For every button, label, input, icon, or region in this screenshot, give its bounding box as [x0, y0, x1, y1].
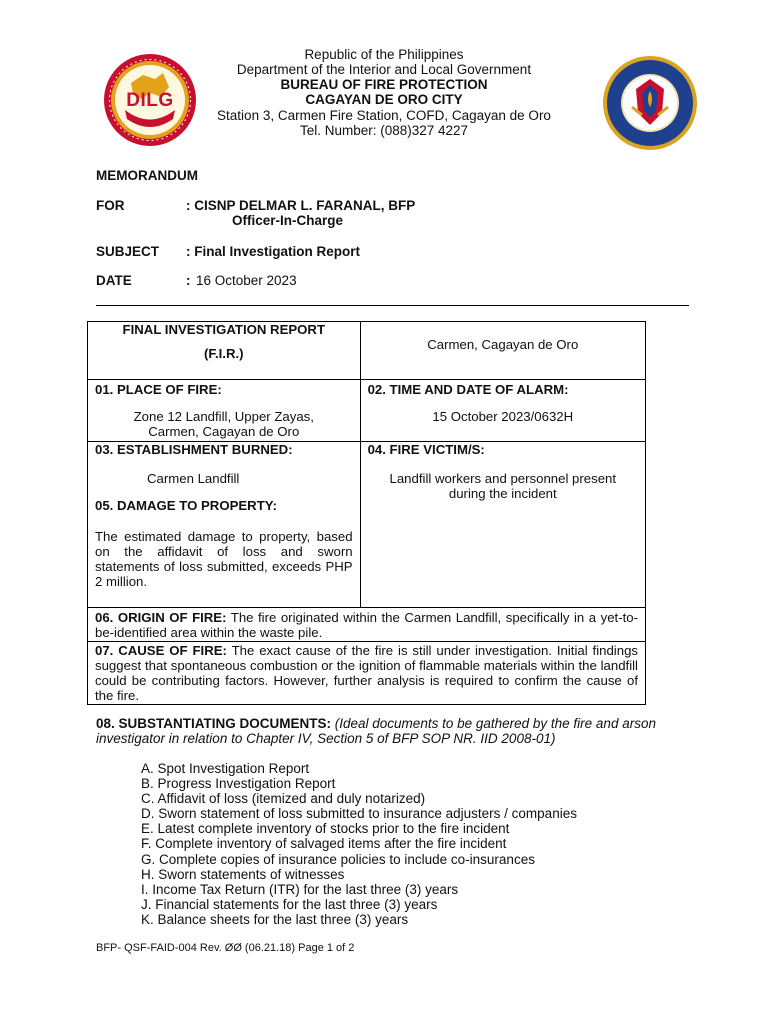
list-item: D. Sworn statement of loss submitted to insurance adjusters / companies — [141, 806, 577, 822]
header-city: CAGAYAN DE ORO CITY — [305, 92, 463, 107]
fir-title-cell — [88, 322, 361, 380]
page-footer: BFP- QSF-FAID-004 Rev. ØØ (06.21.18) Page 1 of 2 — [96, 942, 355, 954]
header-divider — [96, 305, 689, 306]
damage-value: The estimated damage to property, based on the affidavit of loss and sworn statements of loss submitted, exceeds PHP 2 million. — [95, 529, 353, 589]
origin-label: 06. ORIGIN OF FIRE: — [95, 610, 227, 625]
list-item: B. Progress Investigation Report — [141, 776, 336, 792]
damage-label: 05. DAMAGE TO PROPERTY: — [95, 498, 277, 513]
memo-for-position: Officer-In-Charge — [232, 213, 344, 228]
fir-location-cell — [360, 322, 645, 380]
memo-subject-value: : Final Investigation Report — [186, 244, 361, 259]
cause-cell — [88, 642, 646, 705]
alarm-value: 15 October 2023/0632H — [432, 409, 574, 424]
fir-location: Carmen, Cagayan de Oro — [427, 337, 579, 352]
victim-cell — [360, 442, 645, 608]
fir-title: FINAL INVESTIGATION REPORT — [122, 322, 326, 337]
place-of-fire-cell — [88, 380, 361, 442]
list-item: E. Latest complete inventory of stocks prior to the fire incident — [141, 821, 510, 837]
memo-for-value: : CISNP DELMAR L. FARANAL, BFP — [186, 198, 416, 213]
memo-for-label: FOR — [96, 198, 125, 213]
cause-value: The exact cause of the fire is still under investigation. Initial findings suggest that spontaneous combustion or the ignition of flammable materials within the landfill could be contributing factors. However, further analysis is required to confirm the cause of the fire. — [95, 643, 638, 703]
list-item: G. Complete copies of insurance policies to include co-insurances — [141, 851, 535, 867]
list-item: C. Affidavit of loss (itemized and duly notarized) — [141, 791, 426, 807]
list-item: A. Spot Investigation Report — [141, 761, 310, 776]
list-item: J. Financial statements for the last three (3) years — [141, 896, 438, 912]
dilg-logo-text: DILG — [126, 90, 174, 111]
place-of-fire-line1: Zone 12 Landfill, Upper Zayas, — [133, 409, 314, 424]
establishment-cell — [88, 442, 361, 608]
place-of-fire-label: 01. PLACE OF FIRE: — [95, 382, 222, 397]
documents-note: (Ideal documents to be gathered by the fire and arson investigator in relation to Chapter IV, Section 5 of BFP SOP NR. IID 2008-01) — [96, 716, 656, 746]
place-of-fire-line2: Carmen, Cagayan de Oro — [148, 424, 300, 439]
victim-line1: Landfill workers and personnel present — [389, 471, 617, 486]
list-item: I. Income Tax Return (ITR) for the last three (3) years — [141, 881, 459, 897]
victim-label: 04. FIRE VICTIM/S: — [367, 442, 485, 457]
documents-heading — [96, 716, 688, 746]
origin-cell — [88, 608, 646, 642]
memo-date-value: 16 October 2023 — [196, 273, 297, 288]
memo-title: MEMORANDUM — [96, 168, 198, 183]
documents-list — [141, 761, 577, 927]
header-department: Department of the Interior and Local Government — [236, 62, 532, 77]
fir-abbrev: (F.I.R.) — [204, 346, 244, 361]
memo-subject-label: SUBJECT — [96, 244, 160, 259]
alarm-label: 02. TIME AND DATE OF ALARM: — [367, 382, 569, 397]
documents-label: 08. SUBSTANTIATING DOCUMENTS: — [96, 716, 332, 731]
list-item: H. Sworn statements of witnesses — [141, 866, 345, 882]
origin-value: The fire originated within the Carmen Landfill, specifically in a yet-to-be-identified area within the waste pile. — [95, 610, 638, 640]
header-republic: Republic of the Philippines — [304, 47, 464, 62]
memo-date-label: DATE — [96, 273, 132, 288]
header-bureau: BUREAU OF FIRE PROTECTION — [280, 77, 488, 92]
memo-date-colon: : — [186, 273, 191, 288]
header-telephone: Tel. Number: (088)327 4227 — [299, 123, 469, 138]
list-item: K. Balance sheets for the last three (3) years — [141, 911, 409, 927]
list-item: F. Complete inventory of salvaged items after the fire incident — [141, 836, 507, 852]
fir-table — [87, 321, 646, 705]
alarm-cell — [360, 380, 645, 442]
establishment-value: Carmen Landfill — [147, 471, 240, 486]
cause-label: 07. CAUSE OF FIRE: — [95, 643, 227, 658]
victim-line2: during the incident — [448, 486, 557, 501]
header-station: Station 3, Carmen Fire Station, COFD, Cagayan de Oro — [217, 108, 551, 123]
establishment-label: 03. ESTABLISHMENT BURNED: — [95, 442, 293, 457]
